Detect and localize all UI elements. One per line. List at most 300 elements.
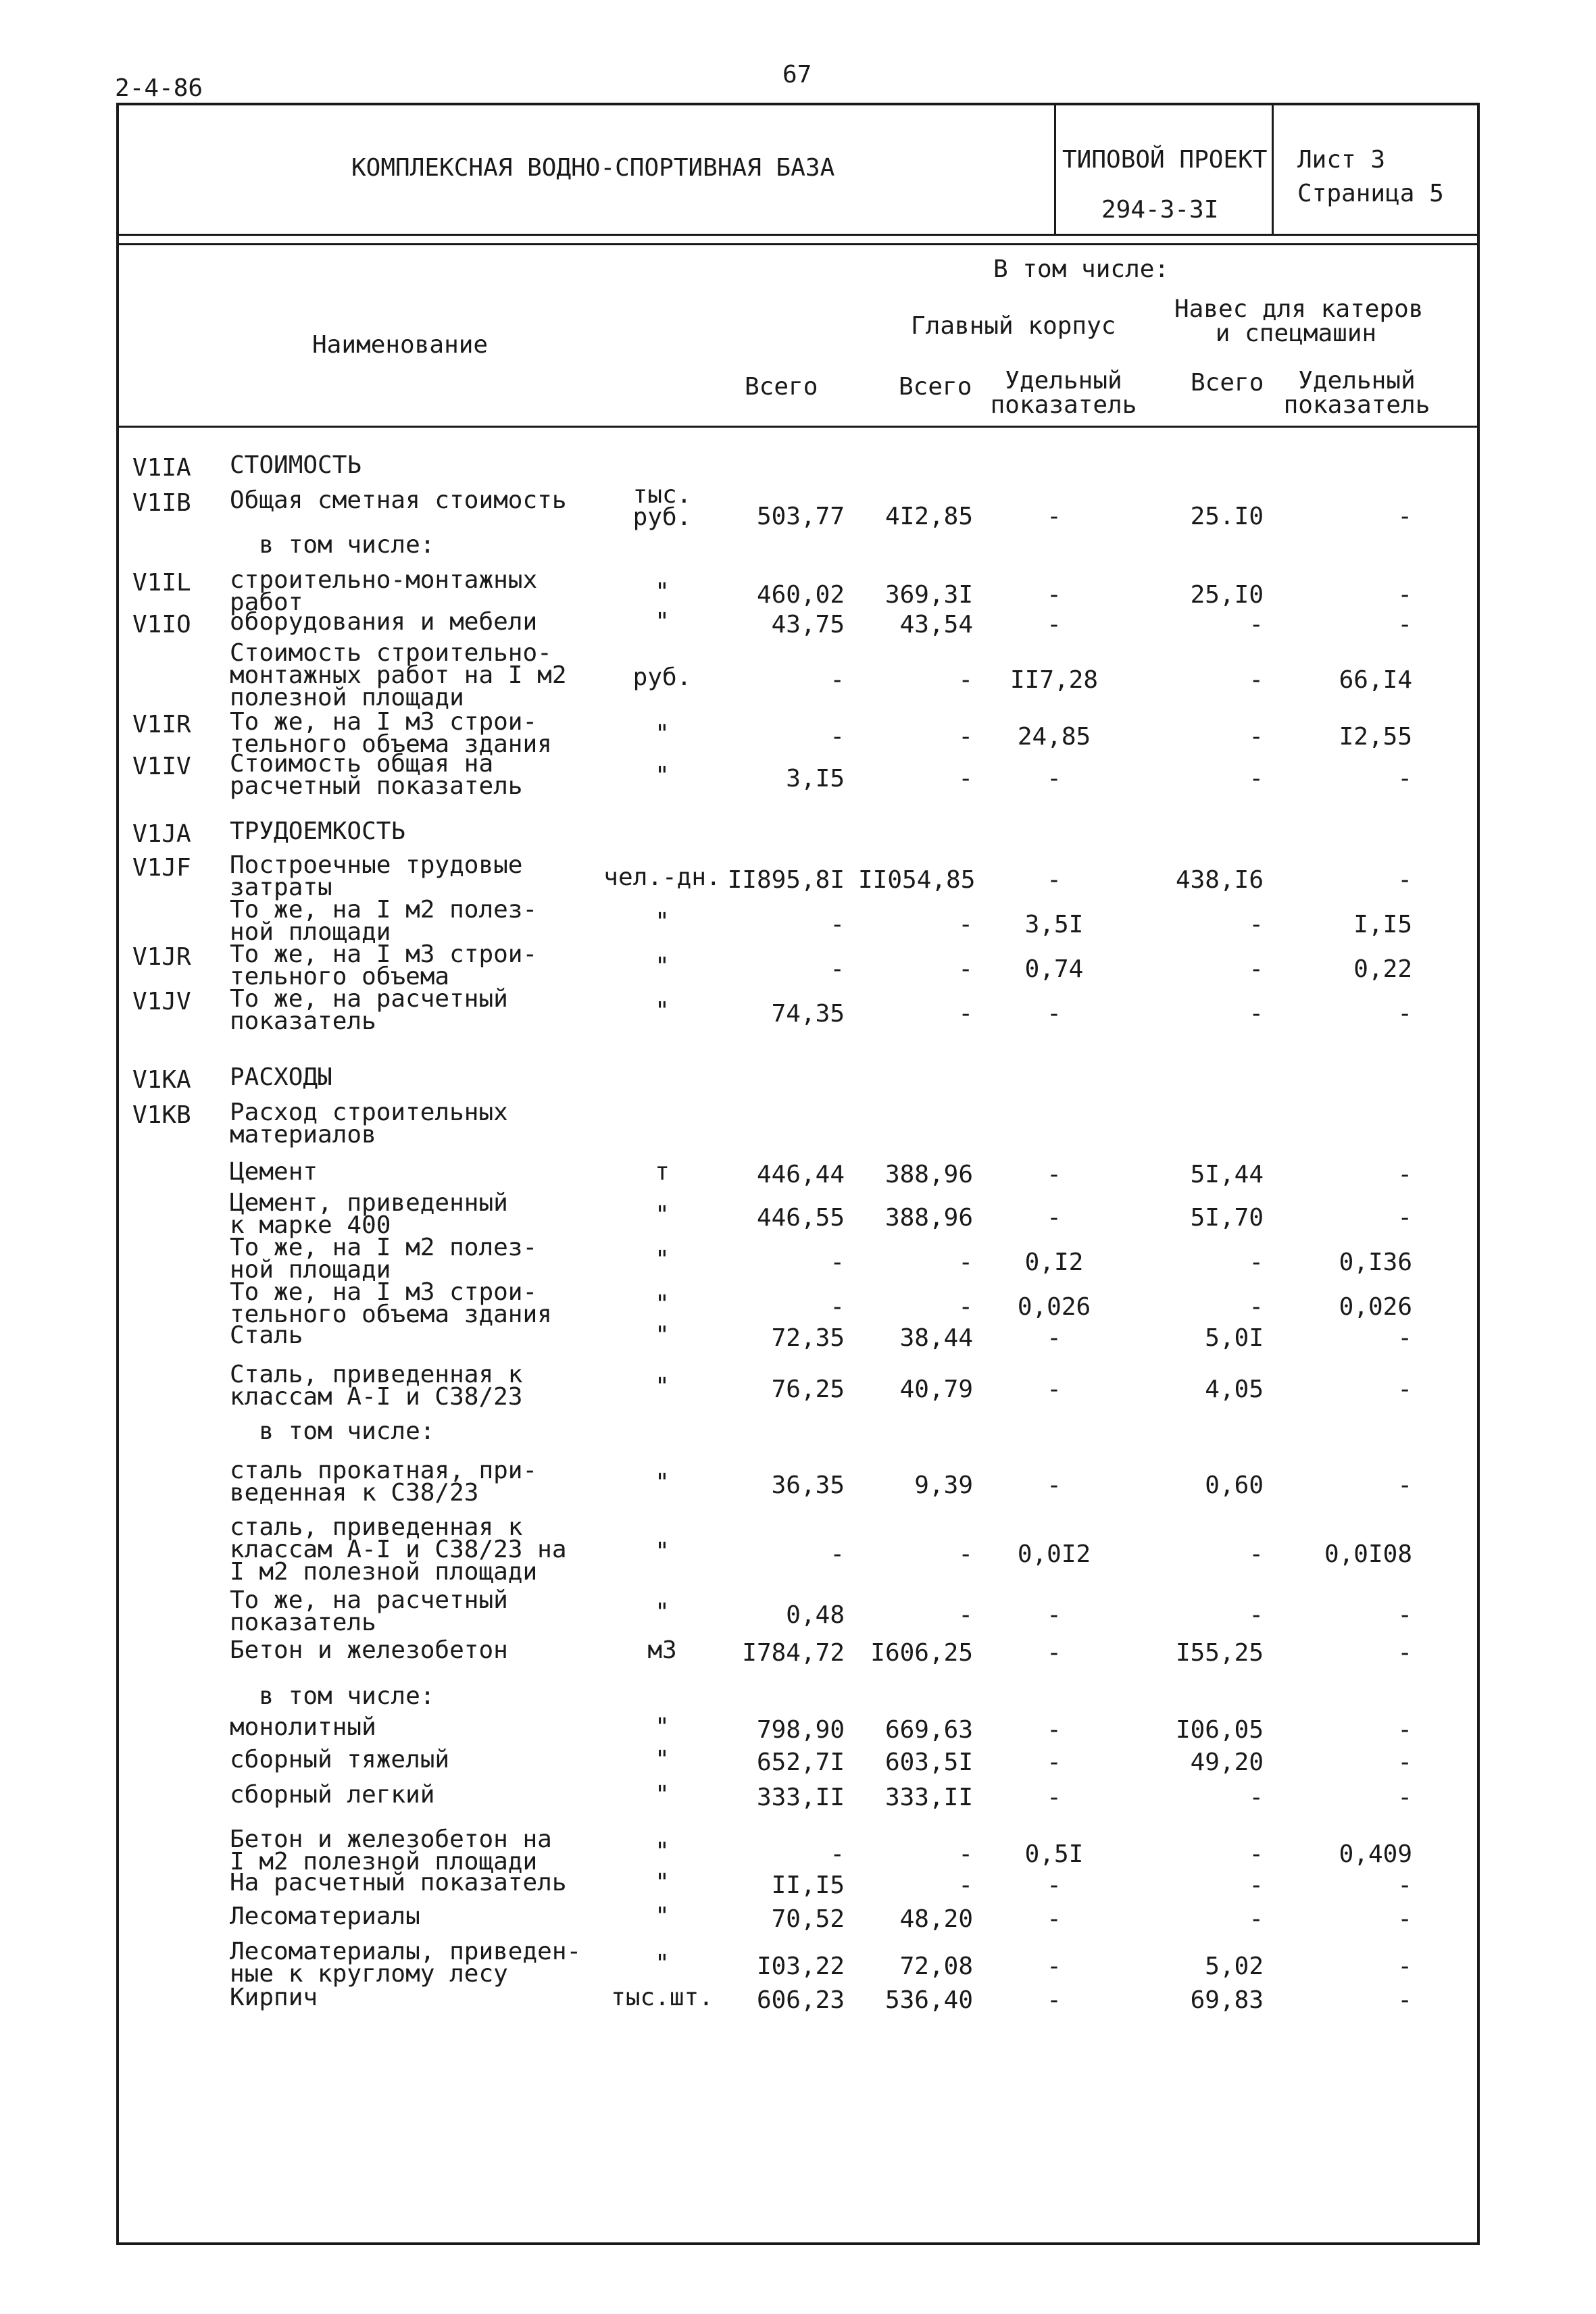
row-name [230, 531, 435, 559]
cell-total: 652,7I [756, 1749, 845, 1776]
cell-total: 0,48 [786, 1601, 845, 1630]
row-unit [595, 1201, 730, 1230]
cell-shed-total: I55,25 [1175, 1639, 1264, 1667]
cell-total: - [830, 911, 845, 939]
cell-shed-spec: 66,I4 [1339, 666, 1412, 695]
cell-main-spec: 24,85 [1017, 723, 1091, 751]
row-unit [595, 1781, 730, 1809]
row-unit-line: " [655, 1950, 670, 1978]
row-name [230, 1513, 567, 1586]
row-name-line: Построечные трудовые [230, 851, 523, 879]
cell-shed-spec: - [1397, 1784, 1412, 1811]
cell-main-total: - [958, 666, 973, 695]
cell-shed-total: 5,0I [1205, 1324, 1264, 1352]
row-name-line: тельного объема здания [230, 1301, 552, 1328]
cell-shed-total: - [1249, 611, 1264, 638]
cell-main-spec: 0,74 [1024, 955, 1084, 984]
row-name [230, 1986, 318, 2009]
row-name [230, 486, 567, 514]
cell-total: 798,90 [756, 1716, 845, 1744]
cell-main-spec: - [1047, 1376, 1062, 1404]
row-name-line: I м2 полезной площади [230, 1848, 538, 1876]
cell-shed-spec: I2,55 [1339, 723, 1412, 751]
row-name-line: I м2 полезной площади [230, 1558, 538, 1586]
cell-total: 43,75 [771, 611, 845, 638]
row-unit-line: " [655, 1869, 670, 1896]
cell-total: - [830, 1540, 845, 1569]
cell-shed-spec: - [1397, 1749, 1412, 1776]
frame-top [116, 103, 1480, 105]
row-name [230, 750, 523, 800]
cell-main-spec: - [1047, 1639, 1062, 1667]
cell-total: 74,35 [771, 1000, 845, 1028]
row-unit [595, 762, 730, 790]
row-name-line: показатель [230, 1609, 376, 1636]
cell-main-total: - [958, 1249, 973, 1277]
row-name-line: классам А-I и С38/23 на [230, 1536, 567, 1563]
row-name-line: сталь прокатная, при- [230, 1457, 538, 1484]
row-name-line: оборудования и мебели [230, 608, 538, 636]
cell-main-spec: - [1047, 866, 1062, 895]
cell-main-total: - [958, 1840, 973, 1869]
row-unit-line: " [655, 1373, 670, 1401]
row-name-line: Стоимость общая на [230, 750, 494, 778]
cell-shed-total: 5I,70 [1190, 1204, 1264, 1232]
cell-total: - [830, 1249, 845, 1277]
cell-main-spec: - [1047, 1871, 1062, 1899]
project-label: ТИПОВОЙ ПРОЕКТ [1062, 146, 1268, 174]
row-code: V1IR [132, 711, 191, 738]
row-name-line: То же, на расчетный [230, 985, 508, 1013]
cell-main-spec: - [1047, 765, 1062, 793]
row-unit-line: " [655, 1713, 670, 1741]
cell-shed-total: - [1249, 723, 1264, 751]
cell-main-spec: 3,5I [1024, 911, 1084, 939]
row-name-line: Бетон и железобетон [230, 1636, 508, 1664]
row-name-line: СТОИМОСТЬ [230, 451, 362, 479]
cell-main-total: - [958, 765, 973, 793]
row-name [230, 639, 567, 711]
cell-shed-total: - [1249, 1601, 1264, 1630]
header-total: Всего [745, 373, 818, 401]
row-name-line: То же, на I м3 строи- [230, 708, 538, 736]
cell-total: I784,72 [742, 1639, 845, 1667]
document-code: 2-4-86 [115, 74, 203, 102]
project-number: 294-3-3I [1101, 196, 1219, 224]
cell-total: 76,25 [771, 1376, 845, 1404]
row-name [230, 1158, 318, 1186]
cell-shed-spec: - [1397, 1000, 1412, 1028]
cell-main-total: 536,40 [884, 1986, 973, 2014]
row-name-line: Сталь [230, 1322, 303, 1349]
cell-total: 333,II [756, 1784, 845, 1811]
cell-shed-spec: 0,I36 [1339, 1249, 1412, 1277]
header-shed [1174, 295, 1424, 347]
cell-shed-spec: - [1397, 1161, 1412, 1188]
cell-shed-total: - [1249, 1249, 1264, 1277]
row-unit [595, 953, 730, 981]
cell-shed-total: 25,I0 [1190, 581, 1264, 609]
row-name-line: То же, на расчетный [230, 1586, 508, 1614]
cell-shed-spec: - [1397, 1871, 1412, 1899]
cell-total: 3,I5 [786, 765, 845, 793]
cell-shed-total: 5,02 [1205, 1953, 1264, 1981]
row-name-line: полезной площади [230, 684, 464, 711]
title-divider-2 [1272, 103, 1274, 235]
row-unit-line: " [655, 1469, 670, 1497]
cell-shed-spec: - [1397, 1204, 1412, 1232]
header-bottom-rule [116, 426, 1480, 428]
header-main-specific-line1: Удельный [1005, 367, 1122, 395]
header-name: Наименование [312, 331, 489, 359]
cell-total: II,I5 [771, 1871, 845, 1899]
cell-shed-total: 438,I6 [1175, 866, 1264, 895]
cell-main-total: 388,96 [884, 1204, 973, 1232]
row-name [230, 985, 508, 1035]
cell-shed-spec: 0,22 [1353, 955, 1412, 984]
row-unit [595, 1469, 730, 1497]
frame-bottom [116, 2242, 1480, 2245]
row-unit [595, 663, 730, 692]
row-name [230, 1189, 508, 1239]
row-unit-line: чел.-дн. [603, 863, 721, 892]
row-unit-line: " [655, 1781, 670, 1809]
cell-main-spec: 0,5I [1024, 1840, 1084, 1869]
row-name [230, 1905, 420, 1928]
row-name [230, 1278, 552, 1328]
cell-total: - [830, 666, 845, 695]
row-name-line: То же, на I м2 полез- [230, 896, 538, 924]
row-name-line: Сталь, приведенная к [230, 1361, 523, 1388]
row-unit [595, 481, 730, 531]
row-unit [595, 1871, 730, 1894]
cell-total: II895,8I [727, 866, 845, 895]
row-name-line: Общая сметная стоимость [230, 486, 567, 514]
row-name [230, 1826, 552, 1876]
cell-total: 606,23 [756, 1986, 845, 2014]
cell-shed-spec: - [1397, 1472, 1412, 1500]
row-unit-line: " [655, 608, 670, 636]
row-code: V1JR [132, 943, 191, 971]
cell-main-spec: 0,026 [1017, 1293, 1091, 1322]
cell-total: I03,22 [756, 1953, 845, 1981]
row-name [230, 608, 538, 636]
row-name-line: расчетный показатель [230, 772, 523, 800]
row-unit-line: " [655, 762, 670, 790]
row-code: V1IV [132, 753, 191, 780]
row-unit [595, 1838, 730, 1866]
row-unit [595, 1986, 730, 2009]
cell-main-spec: - [1047, 1749, 1062, 1776]
cell-total: - [830, 955, 845, 984]
cell-total: - [830, 723, 845, 751]
cell-shed-spec: 0,409 [1339, 1840, 1412, 1869]
cell-shed-total: - [1249, 911, 1264, 939]
row-name [230, 1636, 508, 1664]
row-name [230, 940, 538, 990]
row-unit-line: тыс.шт. [611, 1984, 714, 2011]
cell-main-total: 603,5I [884, 1749, 973, 1776]
cell-main-total: - [958, 1871, 973, 1899]
row-name-line: ной площади [230, 1256, 391, 1284]
cell-main-total: - [958, 1293, 973, 1322]
row-name [230, 896, 538, 946]
row-unit [595, 1636, 730, 1664]
row-unit-line: т [655, 1158, 670, 1186]
cell-main-spec: - [1047, 1472, 1062, 1500]
cell-shed-total: - [1249, 1905, 1264, 1933]
row-code: V1JA [132, 820, 191, 848]
cell-total: 446,44 [756, 1161, 845, 1188]
row-name-line: Цемент, приведенный [230, 1189, 508, 1217]
cell-shed-spec: - [1397, 1986, 1412, 2014]
row-name-line: в том числе: [230, 531, 435, 559]
header-shed-line1: Навес для катеров [1174, 295, 1424, 323]
cell-main-total: 9,39 [914, 1472, 973, 1500]
row-unit [595, 608, 730, 636]
row-unit [595, 1905, 730, 1928]
row-name-line: Кирпич [230, 1984, 318, 2011]
row-unit-line: " [655, 1599, 670, 1627]
row-unit-line: " [655, 997, 670, 1026]
row-name-line: Лесоматериалы [230, 1903, 420, 1930]
cell-main-spec: - [1047, 1986, 1062, 2014]
cell-total: 70,52 [771, 1905, 845, 1933]
row-name [230, 851, 523, 901]
row-unit [595, 720, 730, 749]
row-name-line: РАСХОДЫ [230, 1063, 332, 1091]
header-shed-specific-line2: показатель [1283, 391, 1430, 419]
cell-total: 503,77 [756, 503, 845, 530]
cell-shed-total: - [1249, 1000, 1264, 1028]
row-name [230, 1781, 435, 1809]
cell-main-total: - [958, 955, 973, 984]
cell-shed-spec: - [1397, 611, 1412, 638]
cell-shed-spec: - [1397, 765, 1412, 793]
cell-main-total: 369,3I [884, 581, 973, 609]
row-unit-line: руб. [632, 503, 692, 531]
cell-main-spec: - [1047, 1601, 1062, 1630]
row-name-line: строительно-монтажных [230, 566, 538, 594]
row-name-line: затраты [230, 874, 332, 901]
cell-shed-total: 0,60 [1205, 1472, 1264, 1500]
cell-main-total: - [958, 1601, 973, 1630]
row-name [230, 818, 406, 845]
row-unit-line: руб. [632, 663, 692, 692]
title-divider-1 [1054, 103, 1056, 235]
row-unit-line: м3 [647, 1636, 677, 1664]
row-code: V1KB [132, 1101, 191, 1129]
row-code: V1KA [132, 1066, 191, 1094]
row-name-line: к марке 400 [230, 1211, 391, 1239]
document-title: КОМПЛЕКСНАЯ ВОДНО-СПОРТИВНАЯ БАЗА [351, 154, 835, 182]
row-code: V1IB [132, 489, 191, 517]
row-code: V1IL [132, 569, 191, 597]
header-shed-line2: и спецмашин [1215, 320, 1377, 347]
cell-main-total: 48,20 [899, 1905, 973, 1933]
row-name-line: классам А-I и С38/23 [230, 1383, 523, 1411]
row-name [230, 1063, 332, 1091]
cell-shed-spec: - [1397, 1953, 1412, 1981]
row-name-line: Стоимость строительно- [230, 639, 552, 667]
row-name [230, 1417, 435, 1445]
row-unit-line: " [655, 1838, 670, 1866]
row-unit [595, 1290, 730, 1319]
header-main-total: Всего [899, 373, 972, 401]
row-unit-line: " [655, 908, 670, 936]
row-unit [595, 1950, 730, 1978]
row-unit-line: " [655, 1246, 670, 1274]
cell-shed-spec: - [1397, 1639, 1412, 1667]
cell-shed-total: - [1249, 1871, 1264, 1899]
cell-shed-spec: - [1397, 1905, 1412, 1933]
row-name [230, 566, 538, 616]
row-name-line: То же, на I м2 полез- [230, 1234, 538, 1261]
page-label: Страница 5 [1297, 180, 1444, 207]
row-name-line: сборный тяжелый [230, 1746, 450, 1774]
row-code: V1JV [132, 988, 191, 1015]
cell-main-spec: - [1047, 611, 1062, 638]
cell-shed-spec: 0,0I08 [1324, 1540, 1412, 1569]
row-unit [595, 1538, 730, 1566]
row-name [230, 1938, 582, 1988]
row-unit [595, 908, 730, 936]
cell-shed-total: - [1249, 1540, 1264, 1569]
cell-main-spec: - [1047, 1324, 1062, 1352]
cell-main-total: 669,63 [884, 1716, 973, 1744]
row-code: V1IO [132, 611, 191, 638]
header-main-specific-line2: показатель [990, 391, 1137, 419]
cell-shed-spec: - [1397, 866, 1412, 895]
row-code: V1IA [132, 454, 191, 482]
row-name-line: Бетон и железобетон на [230, 1826, 552, 1853]
row-name-line: Расход строительных [230, 1099, 508, 1126]
row-unit-line: " [655, 953, 670, 981]
row-name-line: То же, на I м3 строи- [230, 1278, 538, 1306]
cell-shed-spec: - [1397, 1601, 1412, 1630]
row-unit-line: " [655, 1903, 670, 1930]
cell-main-spec: - [1047, 1161, 1062, 1188]
cell-shed-total: - [1249, 765, 1264, 793]
cell-main-total: 4I2,85 [884, 503, 973, 530]
row-name [230, 1457, 538, 1507]
row-unit [595, 578, 730, 607]
row-unit-line: " [655, 1538, 670, 1566]
row-name-line: в том числе: [230, 1682, 435, 1710]
row-name [230, 451, 362, 479]
row-name [230, 708, 552, 758]
row-name-line: То же, на I м3 строи- [230, 940, 538, 968]
row-name-line: веденная к С38/23 [230, 1479, 479, 1507]
cell-shed-spec: - [1397, 1376, 1412, 1404]
cell-main-spec: - [1047, 503, 1062, 530]
row-name-line: тельного объема здания [230, 730, 552, 758]
title-separator-2 [116, 243, 1480, 245]
cell-shed-spec: 0,026 [1339, 1293, 1412, 1322]
title-separator [116, 234, 1480, 236]
row-unit [595, 997, 730, 1026]
row-name-line: ной площади [230, 918, 391, 946]
row-name-line: сталь, приведенная к [230, 1513, 523, 1541]
cell-shed-total: 49,20 [1190, 1749, 1264, 1776]
cell-main-spec: - [1047, 581, 1062, 609]
row-unit [595, 1246, 730, 1274]
header-main-specific [989, 369, 1138, 418]
row-name-line: в том числе: [230, 1417, 435, 1445]
cell-main-spec: 0,0I2 [1017, 1540, 1091, 1569]
cell-main-spec: 0,I2 [1024, 1249, 1084, 1277]
row-name [230, 1871, 567, 1894]
row-unit-line: " [655, 1322, 670, 1349]
cell-shed-total: 5I,44 [1190, 1161, 1264, 1188]
row-name-line: сборный легкий [230, 1781, 435, 1809]
cell-main-spec: - [1047, 1784, 1062, 1811]
cell-main-total: 43,54 [899, 611, 973, 638]
row-unit [595, 1324, 730, 1347]
cell-total: - [830, 1293, 845, 1322]
row-name [230, 1361, 523, 1411]
row-name-line: ТРУДОЕМКОСТЬ [230, 818, 406, 845]
row-name [230, 1324, 303, 1347]
row-code: V1JF [132, 854, 191, 882]
cell-main-total: - [958, 1540, 973, 1569]
cell-main-total: 40,79 [899, 1376, 973, 1404]
cell-shed-total: - [1249, 1784, 1264, 1811]
row-name-line: На расчетный показатель [230, 1869, 567, 1896]
row-unit-line: " [655, 1201, 670, 1230]
cell-main-spec: - [1047, 1905, 1062, 1933]
row-unit-line: " [655, 578, 670, 607]
cell-main-total: - [958, 723, 973, 751]
cell-main-total: - [958, 911, 973, 939]
cell-shed-spec: - [1397, 503, 1412, 530]
cell-main-total: 333,II [884, 1784, 973, 1811]
cell-shed-total: 25.I0 [1190, 503, 1264, 530]
row-name-line: тельного объема [230, 963, 450, 990]
row-name-line: материалов [230, 1121, 376, 1149]
row-name [230, 1234, 538, 1284]
row-unit [595, 1158, 730, 1186]
row-unit [595, 863, 730, 892]
row-name-line: Цемент [230, 1158, 318, 1186]
page-number: 67 [782, 61, 812, 89]
row-name-line: Лесоматериалы, приведен- [230, 1938, 582, 1965]
cell-shed-total: I06,05 [1175, 1716, 1264, 1744]
row-name [230, 1586, 508, 1636]
cell-main-spec: II7,28 [1009, 666, 1099, 695]
header-including: В том числе: [993, 255, 1170, 283]
cell-main-spec: - [1047, 1953, 1062, 1981]
row-name [230, 1746, 450, 1774]
cell-main-total: I606,25 [870, 1639, 973, 1667]
row-unit-line: " [655, 720, 670, 749]
row-name-line: показатель [230, 1007, 376, 1035]
cell-total: 36,35 [771, 1472, 845, 1500]
cell-shed-spec: - [1397, 1716, 1412, 1744]
header-main-building: Главный корпус [911, 312, 1116, 340]
row-name [230, 1713, 376, 1741]
cell-total: - [830, 1840, 845, 1869]
cell-total: 446,55 [756, 1204, 845, 1232]
cell-main-total: - [958, 1000, 973, 1028]
cell-total: 72,35 [771, 1324, 845, 1352]
row-name-line: работ [230, 588, 303, 616]
cell-shed-spec: - [1397, 1324, 1412, 1352]
header-shed-total: Всего [1191, 369, 1264, 397]
cell-main-total: 388,96 [884, 1161, 973, 1188]
cell-main-spec: - [1047, 1000, 1062, 1028]
cell-shed-total: - [1249, 666, 1264, 695]
